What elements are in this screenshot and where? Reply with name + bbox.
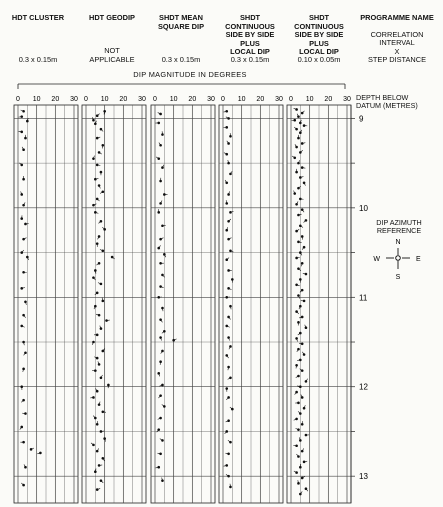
column-params: 0.3 x 0.15m	[161, 55, 201, 64]
dip-point	[301, 396, 304, 399]
dip-point	[96, 488, 99, 491]
x-tick-label: 0	[153, 96, 157, 103]
depth-tick-label: 12	[359, 382, 368, 392]
x-tick-label: 20	[188, 96, 197, 103]
depth-axis-label: DEPTH BELOW DATUM (METRES)	[356, 93, 418, 111]
column-title: SHDT MEAN SQUARE DIP	[158, 13, 204, 31]
compass-n: N	[395, 239, 401, 246]
column-title: SHDT CONTINUOUS	[294, 13, 344, 31]
programme-subtitle: CORRELATION INTERVAL X STEP DISTANCE	[367, 29, 427, 65]
x-tick-label: 30	[275, 96, 283, 103]
x-tick-label: 30	[138, 96, 146, 103]
dip-point	[297, 428, 300, 431]
column-params: NOT APPLICABLE	[89, 46, 135, 64]
x-axis-label: DIP MAGNITUDE IN DEGREES	[133, 70, 247, 79]
x-tick-label: 20	[256, 96, 265, 103]
dip-point	[295, 146, 298, 149]
depth-tick-label: 11	[359, 293, 368, 303]
x-tick-label: 10	[169, 96, 178, 103]
dip-point	[94, 211, 97, 214]
dip-point	[295, 108, 298, 111]
programme-title: PROGRAMME NAME	[360, 13, 434, 22]
x-tick-label: 10	[100, 96, 109, 103]
depth-tick-label: 10	[359, 203, 368, 213]
column-subtitle: SIDE BY SIDE PLUS LOCAL DIP	[225, 30, 275, 57]
x-tick-label: 10	[305, 96, 314, 103]
dip-point	[22, 148, 25, 151]
column-params: 0.10 x 0.05m	[297, 55, 341, 64]
x-tick-label: 0	[289, 96, 293, 103]
dip-point	[299, 305, 302, 308]
x-tick-label: 0	[221, 96, 225, 103]
dip-point	[92, 204, 95, 207]
dip-point	[295, 418, 298, 421]
x-tick-label: 30	[207, 96, 215, 103]
dip-point	[305, 326, 308, 329]
x-tick-label: 0	[16, 96, 20, 103]
compass-w: W	[373, 256, 380, 263]
column-params: 0.3 x 0.15m	[230, 55, 270, 64]
x-tick-label: 10	[237, 96, 246, 103]
x-tick-label: 0	[84, 96, 88, 103]
x-tick-label: 20	[51, 96, 60, 103]
compass-icon	[386, 248, 410, 269]
compass-s: S	[395, 274, 401, 281]
depth-tick-label: 9	[359, 114, 364, 124]
column-subtitle: SIDE BY SIDE PLUS LOCAL DIP	[294, 30, 344, 57]
dip-point	[96, 390, 99, 393]
column-title: HDT GEODIP	[89, 13, 135, 22]
x-tick-label: 20	[324, 96, 333, 103]
column-title: HDT CLUSTER	[11, 13, 65, 22]
depth-tick-label: 13	[359, 472, 368, 482]
compass-e: E	[416, 256, 421, 263]
dip-point	[30, 448, 33, 451]
x-tick-label: 30	[70, 96, 78, 103]
x-tick-label: 30	[343, 96, 351, 103]
dip-point	[100, 376, 103, 379]
x-tick-label: 10	[32, 96, 41, 103]
column-title: SHDT CONTINUOUS	[225, 13, 275, 31]
azimuth-reference-label: DIP AZIMUTH REFERENCE	[376, 218, 422, 236]
column-params: 0.3 x 0.15m	[18, 55, 58, 64]
dip-point	[295, 471, 298, 474]
x-tick-label: 20	[119, 96, 128, 103]
